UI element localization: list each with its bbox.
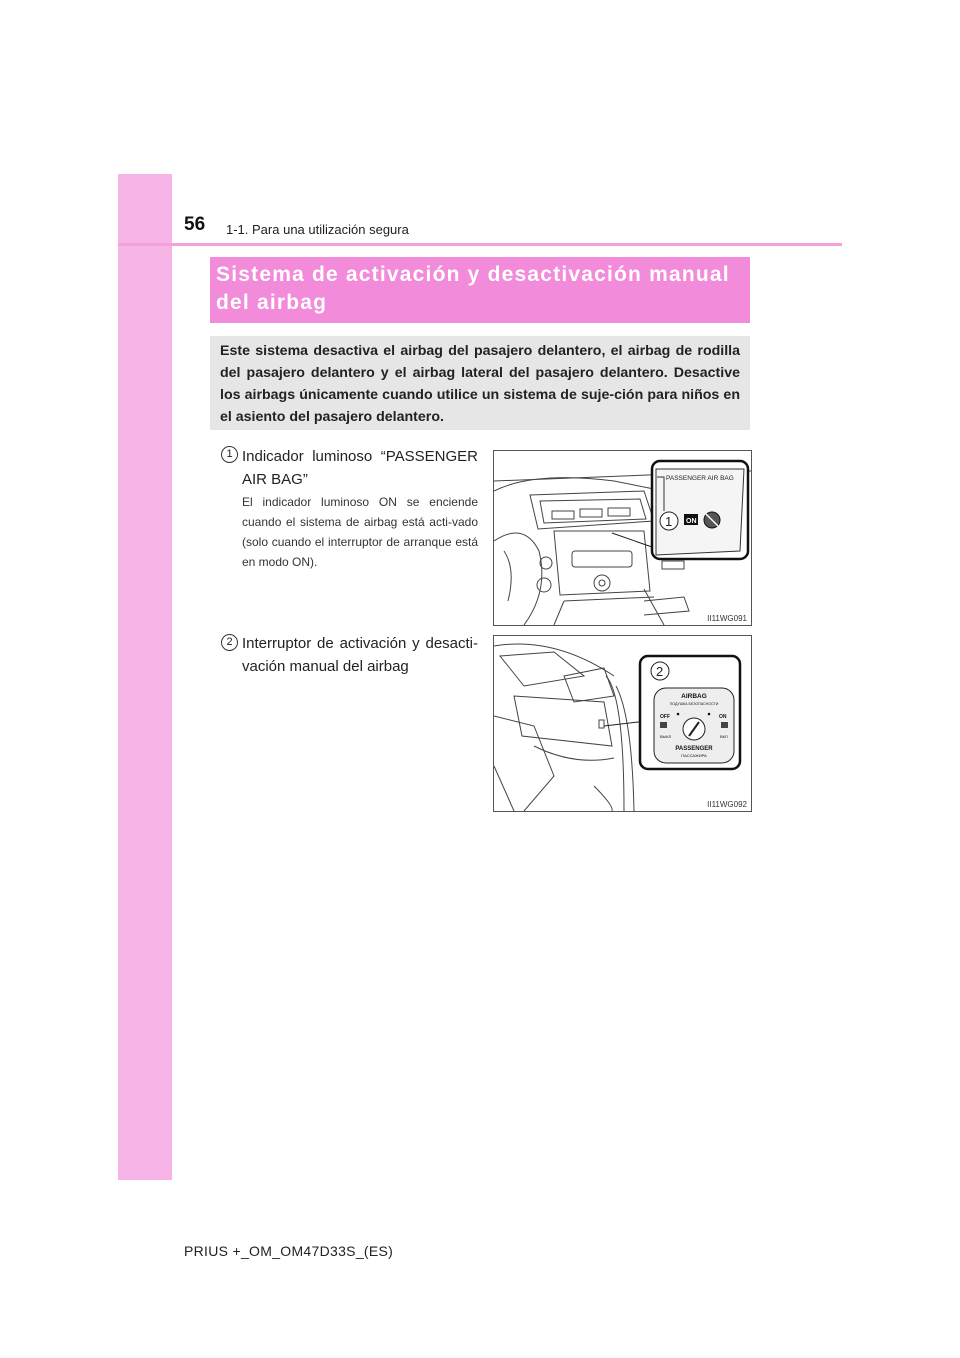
switch-inset [640,656,740,769]
figure-2-code: II11WG092 [707,800,747,809]
item-1-heading: Indicador luminoso “PASSENGER AIR BAG” [242,448,478,488]
figure-1-code: II11WG091 [707,614,747,623]
glovebox-illustration [494,636,751,811]
item-number-2: 2 [221,634,238,651]
switch-on-label: ON [719,714,727,720]
side-color-band [118,174,172,1180]
switch-bottom-label-ru: ПАССАЖИРА [681,753,707,758]
panel-label: PASSENGER AIR BAG [666,475,734,482]
switch-title: AIRBAG [681,693,707,700]
intro-box [210,336,750,430]
section-reference: 1-1. Para una utilización segura [226,222,409,237]
switch-off-label: OFF [660,714,670,720]
indicator-inset [652,461,748,559]
document-footer: PRIUS +_OM_OM47D33S_(ES) [184,1243,394,1259]
intro-text: Este sistema desactiva el airbag del pasajero delantero, el airbag de rodilla del pasajero delantero y el airbag lateral del pasajero delantero. Desactive los airbags únicamente cuando utilice un sistema de suje-ción para niños en el asiento del pasajero delantero. [220,343,740,425]
on-indicator-label: ON [686,518,697,525]
header-divider [118,243,842,246]
switch-bottom-label: PASSENGER [675,746,713,752]
item-1-body: El indicador luminoso ON se enciende cuando el sistema de airbag está acti-vado (solo cuando el interruptor de arranque está en modo ON). [242,495,478,569]
section-title-bar [210,257,750,323]
switch-on-label-ru: ВКЛ [720,734,728,739]
item-number-1: 1 [221,446,238,463]
item-2-heading: Interruptor de activación y desacti-vación manual del airbag [242,635,478,675]
page-number: 56 [184,214,206,235]
figure-passenger-airbag-indicator [493,450,752,626]
dashboard-illustration [494,451,751,625]
figure-2-callout: 2 [656,664,664,679]
section-title: Sistema de activación y desactivación manual del airbag [216,263,730,314]
figure-airbag-manual-switch [493,635,752,812]
switch-title-ru: ПОДУШКА БЕЗОПАСНОСТИ [669,702,719,706]
figure-1-callout: 1 [665,514,673,529]
switch-off-label-ru: ВЫКЛ [660,734,672,739]
